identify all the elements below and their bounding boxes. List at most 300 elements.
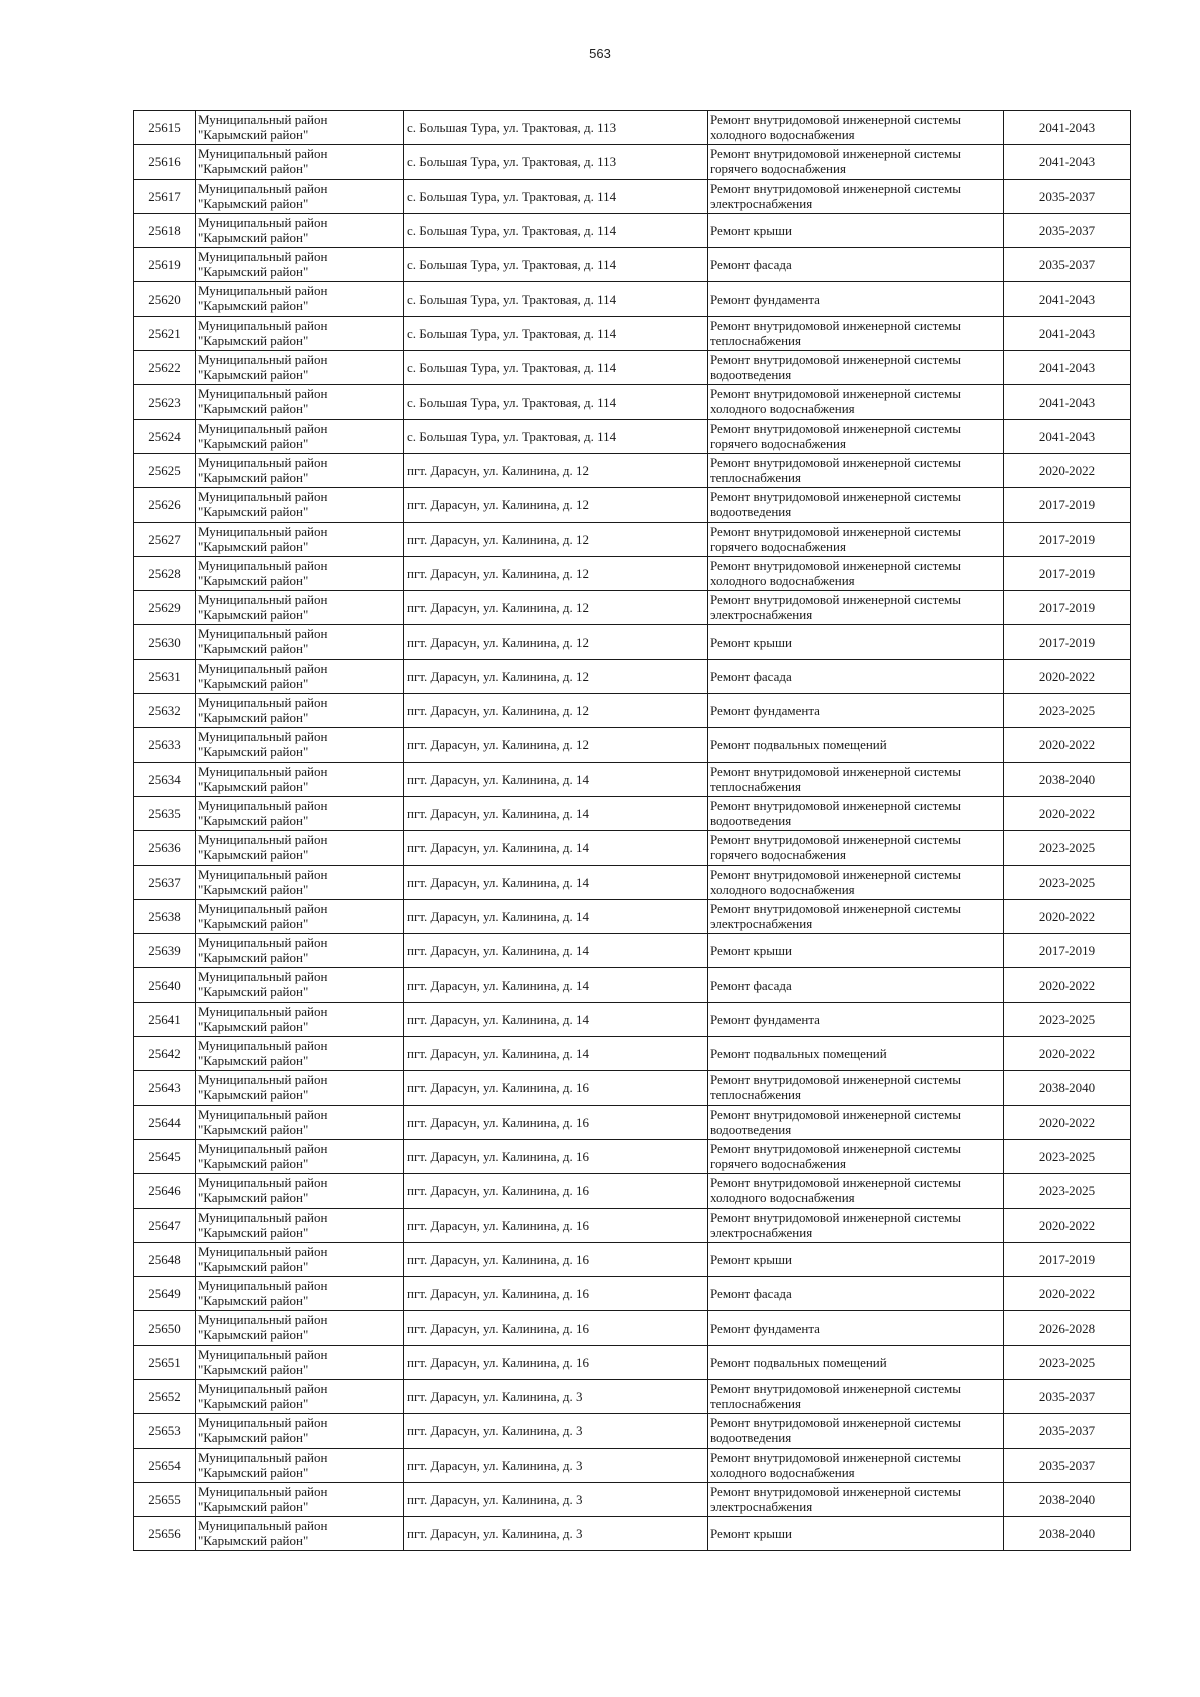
repair-schedule-table: [133, 110, 1131, 1551]
table-row: [134, 556, 1131, 590]
work-type-line: Ремонт внутридомовой инженерной системы: [710, 1449, 961, 1465]
municipality-line: "Карымский район": [198, 915, 309, 931]
period-cell: 2023-2025: [1004, 1174, 1131, 1208]
address-cell: пгт. Дарасун, ул. Калинина, д. 14: [404, 968, 708, 1002]
municipality-line: "Карымский район": [198, 1087, 309, 1103]
municipality-line: "Карымский район": [198, 195, 309, 211]
municipality-line: "Карымский район": [198, 1018, 309, 1034]
row-number: 25629: [134, 591, 196, 625]
work-type-line: теплоснабжения: [710, 1087, 801, 1103]
row-number: 25648: [134, 1242, 196, 1276]
page-number: 563: [589, 46, 611, 61]
table-row: [134, 1448, 1131, 1482]
municipality-line: "Карымский район": [198, 607, 309, 623]
municipality-line: "Карымский район": [198, 847, 309, 863]
municipality-line: "Карымский район": [198, 264, 309, 280]
period-cell: 2023-2025: [1004, 1002, 1131, 1036]
work-type-line: теплоснабжения: [710, 1395, 801, 1411]
work-type-line: Ремонт подвальных помещений: [710, 737, 887, 753]
period-cell: 2020-2022: [1004, 453, 1131, 487]
table-row: [134, 1242, 1131, 1276]
row-number: 25628: [134, 556, 196, 590]
municipality-line: "Карымский район": [198, 298, 309, 314]
table-row: [134, 213, 1131, 247]
period-cell: 2041-2043: [1004, 111, 1131, 145]
municipality-line: Муниципальный район: [198, 283, 328, 299]
period-cell: 2026-2028: [1004, 1311, 1131, 1345]
address-cell: пгт. Дарасун, ул. Калинина, д. 14: [404, 796, 708, 830]
address-cell: пгт. Дарасун, ул. Калинина, д. 14: [404, 934, 708, 968]
work-type-line: горячего водоснабжения: [710, 1155, 846, 1171]
work-type-cell: [708, 1139, 1004, 1173]
period-cell: 2017-2019: [1004, 625, 1131, 659]
table-row: [134, 796, 1131, 830]
period-cell: 2035-2037: [1004, 1448, 1131, 1482]
period-cell: 2041-2043: [1004, 145, 1131, 179]
municipality-line: "Карымский район": [198, 1395, 309, 1411]
municipality-line: "Карымский район": [198, 1361, 309, 1377]
period-cell: 2020-2022: [1004, 728, 1131, 762]
work-type-line: водоотведения: [710, 1121, 792, 1137]
table-row: [134, 1277, 1131, 1311]
work-type-line: горячего водоснабжения: [710, 435, 846, 451]
period-cell: 2041-2043: [1004, 419, 1131, 453]
work-type-line: Ремонт внутридомовой инженерной системы: [710, 489, 961, 505]
work-type-line: Ремонт внутридомовой инженерной системы: [710, 866, 961, 882]
address-cell: пгт. Дарасун, ул. Калинина, д. 16: [404, 1311, 708, 1345]
work-type-line: Ремонт подвальных помещений: [710, 1354, 887, 1370]
address-cell: пгт. Дарасун, ул. Калинина, д. 14: [404, 831, 708, 865]
municipality-cell: [196, 659, 404, 693]
municipality-line: "Карымский район": [198, 1430, 309, 1446]
municipality-line: Муниципальный район: [198, 1380, 328, 1396]
municipality-line: "Карымский район": [198, 504, 309, 520]
period-cell: 2020-2022: [1004, 659, 1131, 693]
municipality-cell: [196, 1242, 404, 1276]
row-number: 25623: [134, 385, 196, 419]
municipality-line: "Карымский район": [198, 572, 309, 588]
work-type-cell: [708, 1448, 1004, 1482]
municipality-line: Муниципальный район: [198, 1072, 328, 1088]
municipality-line: Муниципальный район: [198, 763, 328, 779]
table-row: [134, 488, 1131, 522]
municipality-cell: [196, 1379, 404, 1413]
period-cell: 2017-2019: [1004, 1242, 1131, 1276]
work-type-cell: [708, 968, 1004, 1002]
municipality-cell: [196, 796, 404, 830]
municipality-cell: [196, 1002, 404, 1036]
work-type-line: холодного водоснабжения: [710, 572, 855, 588]
address-cell: пгт. Дарасун, ул. Калинина, д. 12: [404, 522, 708, 556]
municipality-line: "Карымский район": [198, 1327, 309, 1343]
row-number: 25651: [134, 1345, 196, 1379]
municipality-line: "Карымский район": [198, 1498, 309, 1514]
work-type-cell: [708, 762, 1004, 796]
work-type-line: Ремонт внутридомовой инженерной системы: [710, 797, 961, 813]
row-number: 25617: [134, 179, 196, 213]
address-cell: пгт. Дарасун, ул. Калинина, д. 14: [404, 762, 708, 796]
period-cell: 2023-2025: [1004, 1139, 1131, 1173]
work-type-line: Ремонт внутридомовой инженерной системы: [710, 180, 961, 196]
row-number: 25637: [134, 865, 196, 899]
work-type-line: Ремонт внутридомовой инженерной системы: [710, 1072, 961, 1088]
table-row: [134, 1517, 1131, 1551]
work-type-line: электроснабжения: [710, 1498, 813, 1514]
table-row: [134, 728, 1131, 762]
municipality-cell: [196, 591, 404, 625]
work-type-cell: [708, 934, 1004, 968]
municipality-line: "Карымский район": [198, 881, 309, 897]
work-type-cell: [708, 899, 1004, 933]
work-type-line: Ремонт внутридомовой инженерной системы: [710, 832, 961, 848]
municipality-line: "Карымский район": [198, 367, 309, 383]
work-type-line: Ремонт фасада: [710, 977, 792, 993]
municipality-cell: [196, 453, 404, 487]
row-number: 25631: [134, 659, 196, 693]
work-type-cell: [708, 385, 1004, 419]
period-cell: 2038-2040: [1004, 1071, 1131, 1105]
address-cell: пгт. Дарасун, ул. Калинина, д. 14: [404, 865, 708, 899]
municipality-line: Муниципальный район: [198, 592, 328, 608]
municipality-line: "Карымский район": [198, 332, 309, 348]
work-type-cell: [708, 659, 1004, 693]
address-cell: с. Большая Тура, ул. Трактовая, д. 114: [404, 282, 708, 316]
work-type-line: водоотведения: [710, 367, 792, 383]
table-row: [134, 419, 1131, 453]
period-cell: 2035-2037: [1004, 179, 1131, 213]
work-type-line: Ремонт внутридомовой инженерной системы: [710, 523, 961, 539]
municipality-cell: [196, 1174, 404, 1208]
work-type-cell: [708, 625, 1004, 659]
row-number: 25622: [134, 351, 196, 385]
work-type-cell: [708, 1071, 1004, 1105]
period-cell: 2041-2043: [1004, 282, 1131, 316]
address-cell: с. Большая Тура, ул. Трактовая, д. 114: [404, 419, 708, 453]
table-row: [134, 1037, 1131, 1071]
municipality-cell: [196, 316, 404, 350]
period-cell: 2020-2022: [1004, 1037, 1131, 1071]
period-cell: 2038-2040: [1004, 1517, 1131, 1551]
work-type-line: Ремонт внутридомовой инженерной системы: [710, 146, 961, 162]
row-number: 25619: [134, 248, 196, 282]
work-type-line: электроснабжения: [710, 607, 813, 623]
row-number: 25634: [134, 762, 196, 796]
row-number: 25645: [134, 1139, 196, 1173]
work-type-line: Ремонт крыши: [710, 1526, 792, 1542]
work-type-line: Ремонт внутридомовой инженерной системы: [710, 900, 961, 916]
municipality-line: "Карымский район": [198, 161, 309, 177]
table-row: [134, 1208, 1131, 1242]
work-type-line: Ремонт фасада: [710, 668, 792, 684]
table-row: [134, 899, 1131, 933]
municipality-cell: [196, 213, 404, 247]
address-cell: с. Большая Тура, ул. Трактовая, д. 114: [404, 179, 708, 213]
municipality-cell: [196, 1037, 404, 1071]
row-number: 25636: [134, 831, 196, 865]
municipality-line: Муниципальный район: [198, 386, 328, 402]
row-number: 25655: [134, 1482, 196, 1516]
municipality-line: Муниципальный район: [198, 866, 328, 882]
work-type-line: Ремонт внутридомовой инженерной системы: [710, 1106, 961, 1122]
municipality-cell: [196, 1311, 404, 1345]
municipality-line: "Карымский район": [198, 538, 309, 554]
work-type-line: Ремонт внутридомовой инженерной системы: [710, 352, 961, 368]
work-type-line: Ремонт подвальных помещений: [710, 1046, 887, 1062]
municipality-line: "Карымский район": [198, 1224, 309, 1240]
municipality-line: Муниципальный район: [198, 146, 328, 162]
work-type-cell: [708, 556, 1004, 590]
municipality-line: Муниципальный район: [198, 1003, 328, 1019]
row-number: 25620: [134, 282, 196, 316]
address-cell: с. Большая Тура, ул. Трактовая, д. 114: [404, 316, 708, 350]
municipality-line: Муниципальный район: [198, 1175, 328, 1191]
table-row: [134, 453, 1131, 487]
work-type-cell: [708, 282, 1004, 316]
municipality-cell: [196, 694, 404, 728]
period-cell: 2020-2022: [1004, 1208, 1131, 1242]
address-cell: пгт. Дарасун, ул. Калинина, д. 3: [404, 1414, 708, 1448]
work-type-line: Ремонт фундамента: [710, 1011, 820, 1027]
municipality-cell: [196, 1448, 404, 1482]
municipality-line: Муниципальный район: [198, 249, 328, 265]
row-number: 25616: [134, 145, 196, 179]
period-cell: 2035-2037: [1004, 248, 1131, 282]
municipality-cell: [196, 1482, 404, 1516]
work-type-cell: [708, 1311, 1004, 1345]
row-number: 25650: [134, 1311, 196, 1345]
row-number: 25653: [134, 1414, 196, 1448]
municipality-line: Муниципальный район: [198, 1278, 328, 1294]
address-cell: с. Большая Тура, ул. Трактовая, д. 114: [404, 385, 708, 419]
work-type-line: Ремонт внутридомовой инженерной системы: [710, 1140, 961, 1156]
table-row: [134, 179, 1131, 213]
work-type-cell: [708, 488, 1004, 522]
address-cell: с. Большая Тура, ул. Трактовая, д. 113: [404, 145, 708, 179]
address-cell: с. Большая Тура, ул. Трактовая, д. 114: [404, 248, 708, 282]
municipality-line: "Карымский район": [198, 127, 309, 142]
work-type-cell: [708, 831, 1004, 865]
municipality-cell: [196, 179, 404, 213]
municipality-line: Муниципальный район: [198, 832, 328, 848]
municipality-cell: [196, 1414, 404, 1448]
work-type-line: Ремонт внутридомовой инженерной системы: [710, 1380, 961, 1396]
municipality-line: Муниципальный район: [198, 729, 328, 745]
municipality-line: "Карымский район": [198, 984, 309, 1000]
table-row: [134, 248, 1131, 282]
period-cell: 2023-2025: [1004, 1345, 1131, 1379]
address-cell: пгт. Дарасун, ул. Калинина, д. 12: [404, 694, 708, 728]
work-type-line: водоотведения: [710, 1430, 792, 1446]
municipality-cell: [196, 1208, 404, 1242]
municipality-line: Муниципальный район: [198, 352, 328, 368]
table-row: [134, 282, 1131, 316]
municipality-line: "Карымский район": [198, 744, 309, 760]
work-type-cell: [708, 1517, 1004, 1551]
municipality-cell: [196, 762, 404, 796]
municipality-line: "Карымский район": [198, 778, 309, 794]
address-cell: пгт. Дарасун, ул. Калинина, д. 16: [404, 1071, 708, 1105]
work-type-cell: [708, 1379, 1004, 1413]
table-row: [134, 1139, 1131, 1173]
table-row: [134, 659, 1131, 693]
municipality-line: Муниципальный район: [198, 1483, 328, 1499]
work-type-cell: [708, 1037, 1004, 1071]
municipality-cell: [196, 1345, 404, 1379]
row-number: 25644: [134, 1105, 196, 1139]
work-type-line: Ремонт внутридомовой инженерной системы: [710, 454, 961, 470]
municipality-line: "Карымский район": [198, 675, 309, 691]
municipality-line: "Карымский район": [198, 401, 309, 417]
municipality-line: Муниципальный район: [198, 660, 328, 676]
row-number: 25640: [134, 968, 196, 1002]
municipality-cell: [196, 865, 404, 899]
municipality-line: "Карымский район": [198, 435, 309, 451]
municipality-line: "Карымский район": [198, 1190, 309, 1206]
municipality-line: "Карымский район": [198, 1053, 309, 1069]
row-number: 25641: [134, 1002, 196, 1036]
address-cell: пгт. Дарасун, ул. Калинина, д. 14: [404, 1037, 708, 1071]
work-type-cell: [708, 1242, 1004, 1276]
row-number: 25632: [134, 694, 196, 728]
municipality-line: "Карымский район": [198, 641, 309, 657]
work-type-cell: [708, 248, 1004, 282]
municipality-cell: [196, 728, 404, 762]
row-number: 25649: [134, 1277, 196, 1311]
work-type-line: холодного водоснабжения: [710, 1190, 855, 1206]
address-cell: пгт. Дарасун, ул. Калинина, д. 12: [404, 625, 708, 659]
work-type-cell: [708, 796, 1004, 830]
row-number: 25615: [134, 111, 196, 145]
work-type-line: холодного водоснабжения: [710, 401, 855, 417]
table-row: [134, 762, 1131, 796]
period-cell: 2017-2019: [1004, 488, 1131, 522]
work-type-line: Ремонт внутридомовой инженерной системы: [710, 1175, 961, 1191]
work-type-line: Ремонт внутридомовой инженерной системы: [710, 1483, 961, 1499]
address-cell: пгт. Дарасун, ул. Калинина, д. 16: [404, 1174, 708, 1208]
address-cell: пгт. Дарасун, ул. Калинина, д. 12: [404, 591, 708, 625]
work-type-line: Ремонт внутридомовой инженерной системы: [710, 386, 961, 402]
municipality-cell: [196, 111, 404, 145]
period-cell: 2035-2037: [1004, 1414, 1131, 1448]
municipality-cell: [196, 1071, 404, 1105]
table-row: [134, 1311, 1131, 1345]
municipality-cell: [196, 419, 404, 453]
period-cell: 2020-2022: [1004, 796, 1131, 830]
address-cell: с. Большая Тура, ул. Трактовая, д. 113: [404, 111, 708, 145]
municipality-line: Муниципальный район: [198, 523, 328, 539]
municipality-line: Муниципальный район: [198, 1518, 328, 1534]
municipality-cell: [196, 282, 404, 316]
row-number: 25621: [134, 316, 196, 350]
period-cell: 2041-2043: [1004, 316, 1131, 350]
municipality-line: Муниципальный район: [198, 1038, 328, 1054]
work-type-line: Ремонт внутридомовой инженерной системы: [710, 317, 961, 333]
municipality-cell: [196, 625, 404, 659]
period-cell: 2035-2037: [1004, 1379, 1131, 1413]
table-row: [134, 1105, 1131, 1139]
table-row: [134, 625, 1131, 659]
row-number: 25654: [134, 1448, 196, 1482]
work-type-cell: [708, 591, 1004, 625]
work-type-cell: [708, 1105, 1004, 1139]
municipality-cell: [196, 385, 404, 419]
row-number: 25639: [134, 934, 196, 968]
work-type-line: Ремонт внутридомовой инженерной системы: [710, 112, 961, 127]
work-type-cell: [708, 522, 1004, 556]
address-cell: пгт. Дарасун, ул. Калинина, д. 16: [404, 1105, 708, 1139]
work-type-line: теплоснабжения: [710, 469, 801, 485]
municipality-line: "Карымский район": [198, 469, 309, 485]
work-type-cell: [708, 865, 1004, 899]
row-number: 25638: [134, 899, 196, 933]
address-cell: пгт. Дарасун, ул. Калинина, д. 16: [404, 1277, 708, 1311]
municipality-cell: [196, 968, 404, 1002]
municipality-line: "Карымский район": [198, 229, 309, 245]
work-type-cell: [708, 316, 1004, 350]
table-row: [134, 1379, 1131, 1413]
address-cell: пгт. Дарасун, ул. Калинина, д. 12: [404, 556, 708, 590]
municipality-cell: [196, 488, 404, 522]
row-number: 25626: [134, 488, 196, 522]
address-cell: пгт. Дарасун, ул. Калинина, д. 3: [404, 1482, 708, 1516]
table-row: [134, 316, 1131, 350]
municipality-line: "Карымский район": [198, 812, 309, 828]
address-cell: пгт. Дарасун, ул. Калинина, д. 12: [404, 488, 708, 522]
work-type-line: теплоснабжения: [710, 778, 801, 794]
municipality-line: Муниципальный район: [198, 1140, 328, 1156]
table-row: [134, 145, 1131, 179]
address-cell: с. Большая Тура, ул. Трактовая, д. 114: [404, 213, 708, 247]
address-cell: пгт. Дарасун, ул. Калинина, д. 16: [404, 1208, 708, 1242]
municipality-line: "Карымский район": [198, 1155, 309, 1171]
work-type-line: холодного водоснабжения: [710, 1464, 855, 1480]
municipality-line: Муниципальный район: [198, 112, 328, 127]
work-type-line: горячего водоснабжения: [710, 538, 846, 554]
period-cell: 2041-2043: [1004, 351, 1131, 385]
address-cell: пгт. Дарасун, ул. Калинина, д. 14: [404, 899, 708, 933]
work-type-line: электроснабжения: [710, 915, 813, 931]
row-number: 25646: [134, 1174, 196, 1208]
work-type-line: Ремонт внутридомовой инженерной системы: [710, 420, 961, 436]
work-type-cell: [708, 213, 1004, 247]
row-number: 25625: [134, 453, 196, 487]
table-row: [134, 831, 1131, 865]
work-type-cell: [708, 1208, 1004, 1242]
municipality-line: Муниципальный район: [198, 1346, 328, 1362]
work-type-line: горячего водоснабжения: [710, 847, 846, 863]
municipality-cell: [196, 248, 404, 282]
municipality-line: Муниципальный район: [198, 454, 328, 470]
work-type-line: Ремонт фундамента: [710, 1320, 820, 1336]
municipality-line: "Карымский район": [198, 1464, 309, 1480]
municipality-line: Муниципальный район: [198, 317, 328, 333]
municipality-cell: [196, 1105, 404, 1139]
work-type-cell: [708, 351, 1004, 385]
work-type-line: Ремонт внутридомовой инженерной системы: [710, 592, 961, 608]
address-cell: пгт. Дарасун, ул. Калинина, д. 3: [404, 1448, 708, 1482]
municipality-line: Муниципальный район: [198, 626, 328, 642]
municipality-cell: [196, 145, 404, 179]
work-type-cell: [708, 111, 1004, 145]
row-number: 25642: [134, 1037, 196, 1071]
work-type-cell: [708, 1345, 1004, 1379]
table-row: [134, 351, 1131, 385]
municipality-cell: [196, 522, 404, 556]
work-type-line: Ремонт фасада: [710, 257, 792, 273]
work-type-line: Ремонт крыши: [710, 223, 792, 239]
work-type-cell: [708, 453, 1004, 487]
period-cell: 2017-2019: [1004, 591, 1131, 625]
